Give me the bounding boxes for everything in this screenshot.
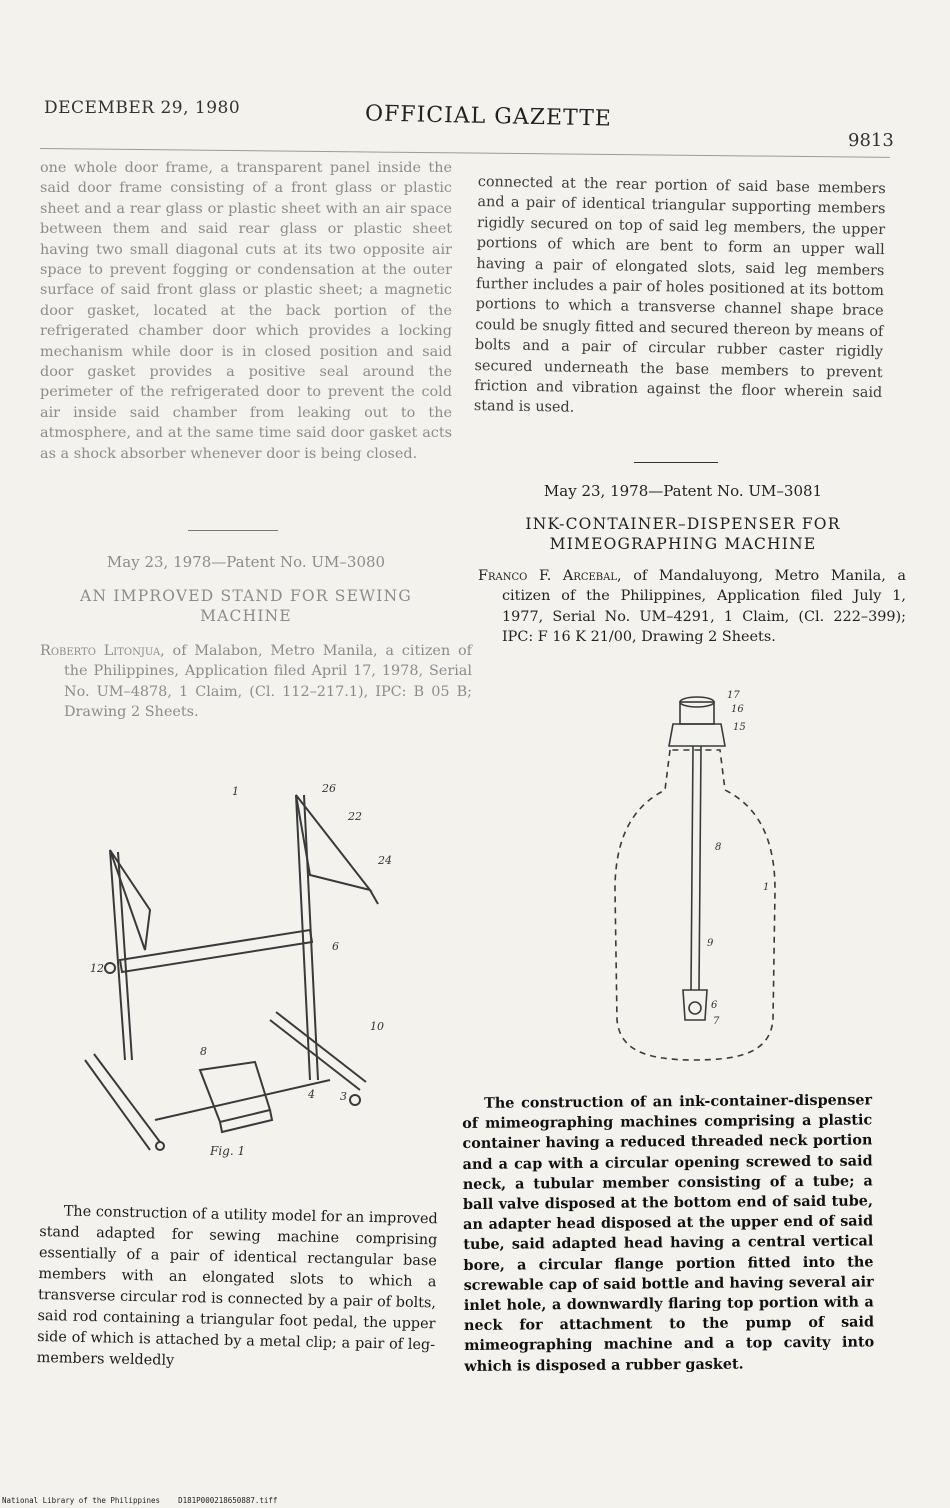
right-applicant xyxy=(478,566,906,648)
figure-caption: Fig. 1 xyxy=(210,1144,246,1158)
right-continued-text xyxy=(474,172,886,424)
transverse-brace xyxy=(120,930,312,972)
ink-bottle-figure xyxy=(585,690,805,1070)
ball-valve xyxy=(683,990,707,1020)
bottle-cap xyxy=(669,724,725,746)
left-abstract xyxy=(36,1201,437,1377)
left-applicant-name: Roberto Litonjua xyxy=(40,643,161,659)
left-patent-date: May 23, 1978—Patent No. UM–3080 xyxy=(106,553,386,571)
right-abstract-paragraph: The construction of an ink-container-dispenser of mimeographing machines comprising a plastic container having a reduced threaded neck portion and a cap with a circular opening screwed to said neck, a tubular member consisting of a tube; a ball valve disposed at the bottom end of said tube, an adapter head disposed at the upper end of said tube, said adapted head having a central vertical bore, a circular flange portion fitted into the screwable cap of said bottle and having several air inlet hole, a downwardly flaring top portion with a neck for attachment to the pump of said mimeographing machine and a top cavity into which is disposed a rubber gasket. xyxy=(462,1091,875,1375)
right-base-inner xyxy=(276,1012,366,1082)
left-divider xyxy=(188,530,278,531)
left-abstract-paragraph: The construction of a utility model for an improved stand adapted for sewing machine comprising essentially of a pair of identical rectangular base members with an elongated slots to which a transverse circular rod is connected by a pair of bolts, said rod containing a triangular foot pedal, the upper side of which is attached by a metal clip; a pair of leg-members weldedly xyxy=(36,1203,438,1369)
fig-label: 7 xyxy=(713,1016,720,1027)
right-patent-title: INK-CONTAINER–DISPENSER FOR MIMEOGRAPHING MACHINE xyxy=(525,515,841,553)
foot-pedal xyxy=(200,1062,270,1122)
tube-right xyxy=(699,746,701,990)
fig-label: 16 xyxy=(731,704,744,715)
fig-label: 26 xyxy=(322,782,336,795)
sewing-stand-figure xyxy=(70,780,420,1160)
fig-label: 4 xyxy=(308,1088,315,1101)
right-applicant-name: Franco F. Arcebal xyxy=(478,568,618,584)
header-date: DECEMBER 29, 1980 xyxy=(44,98,241,118)
fig-label: 10 xyxy=(370,1020,384,1033)
fig-label: 1 xyxy=(232,785,239,798)
fig-label: 17 xyxy=(727,690,740,701)
transverse-rod xyxy=(155,1080,330,1120)
fig-label: 12 xyxy=(90,962,104,975)
right-abstract xyxy=(462,1090,874,1376)
header-title: OFFICIAL GAZETTE xyxy=(364,101,613,132)
fig-label: 15 xyxy=(733,722,746,733)
caster-left xyxy=(156,1142,164,1150)
fig-label: 8 xyxy=(200,1045,207,1058)
fig-label: 3 xyxy=(340,1090,347,1103)
tube-left xyxy=(691,746,693,990)
right-support-tip xyxy=(370,890,378,904)
fig-label: 6 xyxy=(332,940,339,953)
left-patent-title: AN IMPROVED STAND FOR SEWING MACHINE xyxy=(80,587,412,625)
ball xyxy=(689,1002,701,1014)
right-applicant-details: , of Mandaluyong, Metro Manila, a citizen of the Philippines, Application filed July 1, 1977, Serial No. UM–4291, 1 Claim, (Cl. 222–399); IPC: F 16 K 21/00, Drawing 2 Sheets. xyxy=(502,568,906,646)
left-leg-inner xyxy=(118,852,132,1060)
left-applicant-details: , of Malabon, Metro Manila, a citizen of the Philippines, Application filed April 17, 1978, Serial No. UM–4878, 1 Claim, (Cl. 112–217.1), IPC: B 05 B; Drawing 2 Sheets. xyxy=(64,643,472,721)
caster-right xyxy=(350,1095,360,1105)
fig-label: 1 xyxy=(763,882,770,893)
scan-footer: National Library of the Philippines D181P000218650887.tiff xyxy=(2,1496,278,1505)
left-continued-text xyxy=(40,158,452,464)
left-base xyxy=(85,1060,150,1150)
page-number: 9813 xyxy=(848,130,894,151)
left-continued-paragraph: one whole door frame, a transparent panel inside the said door frame consisting of a front glass or plastic sheet and a rear glass or plastic sheet with an air space between them and said rear glass or plastic sheet having two small diagonal cuts at its two opposite air space to prevent fogging or condensation at the outer surface of said front glass or plastic sheet; a magnetic door gasket, located at the back portion of the refrigerated chamber door which provides a locking mechanism while door is in closed position and said door gasket provides a positive seal around the perimeter of the refrigerated door to prevent the cold air inside said chamber from leaking out to the atmosphere, and at the same time said door gasket acts as a shock absorber whenever door is being closed. xyxy=(40,160,452,462)
fig-label: 24 xyxy=(378,854,392,867)
bolt-left xyxy=(105,963,115,973)
left-base-inner xyxy=(94,1054,160,1142)
right-divider xyxy=(634,462,718,463)
right-continued-paragraph: connected at the rear portion of said base members and a pair of identical triangular supporting members rigidly secured on top of said leg members, the upper portions of which are bent to form an upper wall having a pair of elongated slots, said leg members further includes a pair of holes positioned at its bottom portions to which a transverse channel shape brace could be snugly fitted and secured thereon by means of bolts and a pair of circular rubber caster rigidly secured underneath the base members to prevent friction and vibration against the floor wherein said stand is used. xyxy=(473,173,886,417)
left-leg xyxy=(110,850,125,1060)
fig-label: 22 xyxy=(348,810,362,823)
left-applicant xyxy=(40,641,472,723)
fig-label: 9 xyxy=(707,938,714,949)
fig-label: 6 xyxy=(711,1000,718,1011)
header-rule xyxy=(40,148,890,158)
fig-label: 8 xyxy=(715,842,722,853)
right-patent-date: May 23, 1978—Patent No. UM–3081 xyxy=(543,482,823,500)
